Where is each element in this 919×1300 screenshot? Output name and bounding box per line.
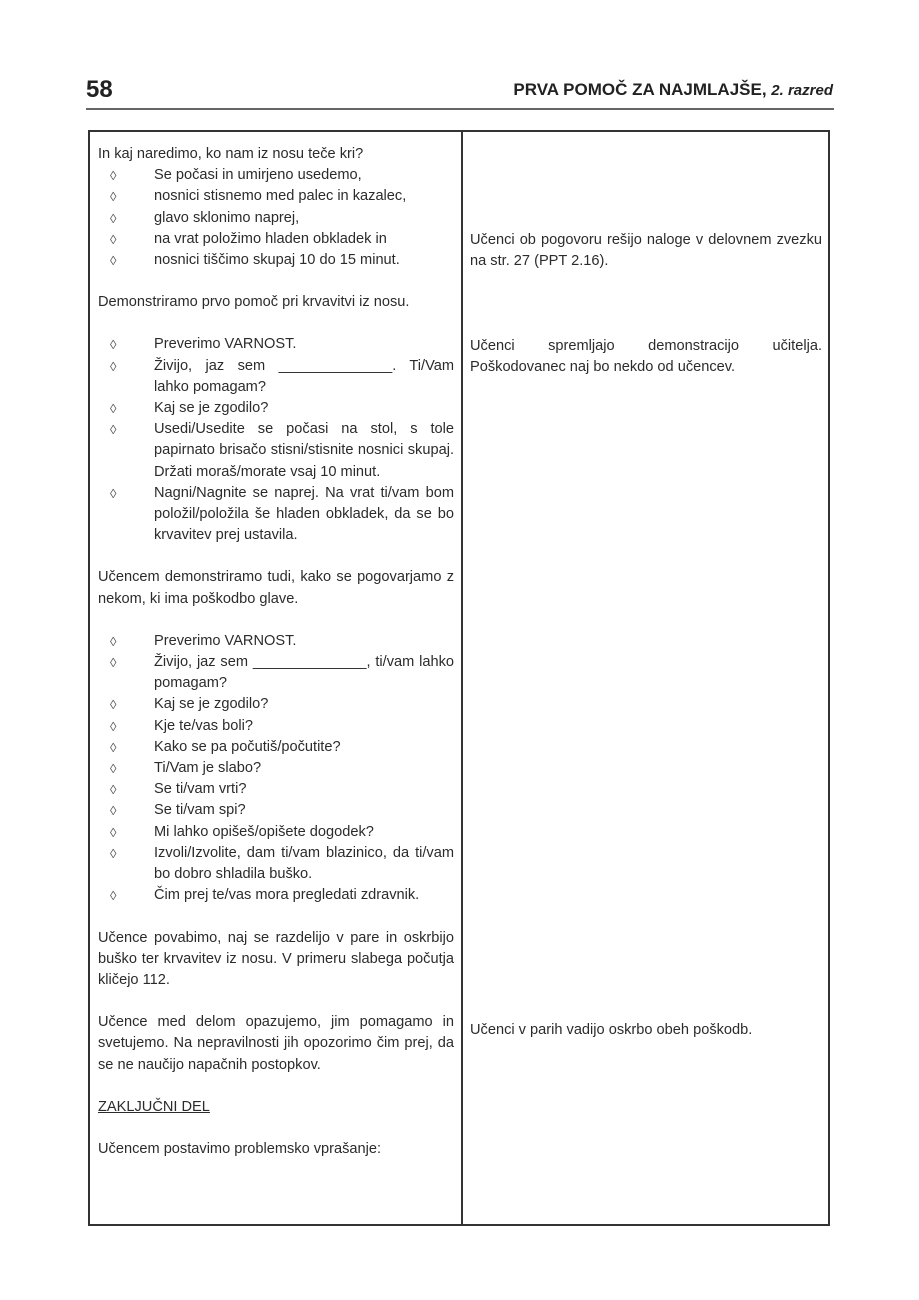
list-item-text: Izvoli/Izvolite, dam ti/vam blazinico, da ti/vam bo dobro shladila buško. [154, 844, 454, 883]
list-item [110, 250, 454, 271]
list-item-text: Kaj se je zgodilo? [154, 696, 269, 713]
lesson-table [88, 130, 830, 1226]
list-item-text: Mi lahko opišeš/opišete dogodek? [154, 823, 374, 840]
running-head [513, 80, 833, 100]
diamond-bullet-icon: ◊ [110, 358, 117, 374]
diamond-bullet-icon: ◊ [110, 888, 117, 904]
diamond-bullet-icon: ◊ [110, 422, 117, 438]
note-pairs: Učenci v parih vadijo oskrbo obeh poškodb. [470, 1022, 753, 1038]
header-rule [86, 108, 834, 110]
list-item [110, 758, 454, 779]
list-item [110, 843, 454, 885]
diamond-bullet-icon: ◊ [110, 761, 117, 777]
list-item-text: Kje te/vas boli? [154, 717, 253, 734]
diamond-bullet-icon: ◊ [110, 782, 117, 798]
diamond-bullet-icon: ◊ [110, 253, 117, 269]
note-workbook: Učenci ob pogovoru rešijo naloge v delovnem zvezku na str. 27 (PPT 2.16). [470, 232, 822, 270]
teacher-activities-column [98, 144, 454, 1160]
list-item-text: Kaj se je zgodilo? [154, 400, 269, 417]
running-head-title: PRVA POMOČ ZA NAJMLAJŠE, [513, 80, 767, 99]
pairs-paragraph: Učence povabimo, naj se razdelijo v pare in oskrbijo buško ter krvavitev iz nosu. V primeru slabega počutja kličejo 112. [98, 929, 454, 988]
list-item-text: Ti/Vam je slabo? [154, 760, 262, 777]
list-item [110, 822, 454, 843]
list-item [110, 694, 454, 715]
list-item [110, 652, 454, 694]
running-head-grade: 2. razred [771, 82, 833, 99]
list-item-text: glavo sklonimo naprej, [154, 209, 300, 226]
diamond-bullet-icon: ◊ [110, 168, 117, 184]
list-item [110, 419, 454, 483]
list-item-text: na vrat položimo hladen obkladek in [154, 230, 387, 247]
column-divider [461, 132, 463, 1224]
list-item [110, 885, 454, 906]
list-item-text: Živijo, jaz sem ______________, ti/vam lahko pomagam? [154, 654, 454, 692]
list-item-text: Nagni/Nagnite se naprej. Na vrat ti/vam bom položil/položila še hladen obkladek, da se bo krvavitev prej ustavila. [154, 484, 454, 544]
diamond-bullet-icon: ◊ [110, 189, 117, 205]
list-item-text: Se ti/vam spi? [154, 802, 246, 819]
head-injury-dialog-list [98, 631, 454, 907]
diamond-bullet-icon: ◊ [110, 697, 117, 713]
list-item [110, 334, 454, 355]
closing-paragraph: Učencem postavimo problemsko vprašanje: [98, 1140, 382, 1157]
list-item [110, 800, 454, 821]
list-item-text: Kako se pa počutiš/počutite? [154, 738, 341, 755]
list-item [110, 208, 454, 229]
diamond-bullet-icon: ◊ [110, 337, 117, 353]
list-item-text: Preverimo VARNOST. [154, 336, 297, 353]
diamond-bullet-icon: ◊ [110, 739, 117, 755]
list-item-text: Čim prej te/vas mora pregledati zdravnik. [154, 887, 420, 904]
list-item [110, 716, 454, 737]
diamond-bullet-icon: ◊ [110, 718, 117, 734]
diamond-bullet-icon: ◊ [110, 803, 117, 819]
observe-paragraph: Učence med delom opazujemo, jim pomagamo in svetujemo. Na nepravilnosti jih opozorimo čim prej, da se ne naučijo napačnih postopkov. [98, 1014, 454, 1073]
diamond-bullet-icon: ◊ [110, 655, 117, 671]
diamond-bullet-icon: ◊ [110, 231, 117, 247]
list-item [110, 165, 454, 186]
list-item-text: Preverimo VARNOST. [154, 632, 297, 649]
list-item-text: Se počasi in umirjeno usedemo, [154, 167, 362, 184]
diamond-bullet-icon: ◊ [110, 210, 117, 226]
list-item [110, 631, 454, 652]
list-item-text: nosnici stisnemo med palec in kazalec, [154, 188, 407, 205]
page-number: 58 [86, 76, 113, 103]
list-item [110, 186, 454, 207]
section-heading-zakljucni-del: ZAKLJUČNI DEL [98, 1098, 210, 1115]
list-item-text: Živijo, jaz sem ______________. Ti/Vam lahko pomagam? [154, 357, 454, 395]
list-item-text: nosnici tiščimo skupaj 10 do 15 minut. [154, 252, 400, 269]
diamond-bullet-icon: ◊ [110, 485, 117, 501]
diamond-bullet-icon: ◊ [110, 401, 117, 417]
list-item [110, 737, 454, 758]
demo-nose-paragraph: Demonstriramo prvo pomoč pri krvavitvi iz nosu. [98, 294, 410, 311]
diamond-bullet-icon: ◊ [110, 633, 117, 649]
list-item-text: Usedi/Usedite se počasi na stol, s tole papirnato brisačo stisni/stisnite nosnici skupaj. Držati moraš/morate vsaj 10 minut. [154, 421, 454, 480]
nosebleed-dialog-list [98, 334, 454, 546]
list-item-text: Se ti/vam vrti? [154, 781, 247, 798]
list-item [110, 398, 454, 419]
demo-head-paragraph: Učencem demonstriramo tudi, kako se pogovarjamo z nekom, ki ima poškodbo glave. [98, 569, 454, 607]
diamond-bullet-icon: ◊ [110, 845, 117, 861]
nosebleed-steps-list [98, 165, 454, 271]
list-item [110, 779, 454, 800]
intro-question: In kaj naredimo, ko nam iz nosu teče kri? [98, 146, 364, 162]
note-demo: Učenci spremljajo demonstracijo učitelja. Poškodovanec naj bo nekdo od učencev. [470, 338, 822, 376]
list-item [110, 229, 454, 250]
list-item [110, 356, 454, 398]
diamond-bullet-icon: ◊ [110, 824, 117, 840]
list-item [110, 483, 454, 547]
